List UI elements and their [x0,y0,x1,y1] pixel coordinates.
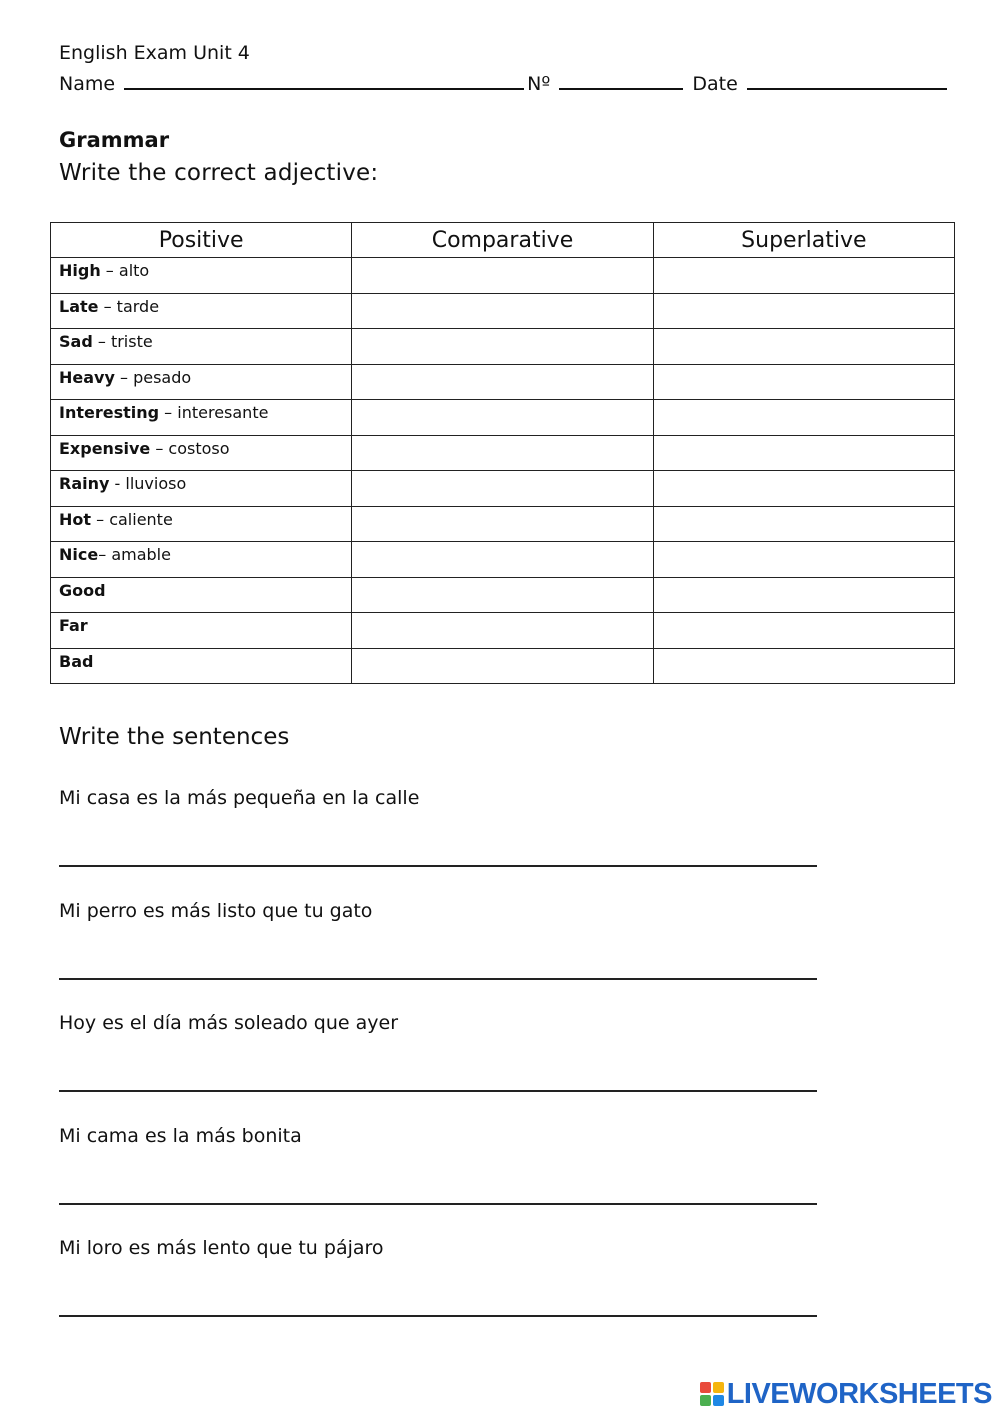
sentence-answer-line[interactable] [59,865,817,867]
sentence-prompt: Mi cama es la más bonita [59,1124,302,1147]
separator: – [91,509,110,529]
sentence-prompt: Mi casa es la más pequeña en la calle [59,787,420,809]
positive-cell [51,258,352,294]
separator: - [109,474,126,493]
comparative-answer-cell[interactable] [352,648,653,684]
comparative-answer-cell[interactable] [352,471,653,507]
adjective-word: Far [59,616,88,635]
comparative-answer-cell[interactable] [352,329,653,365]
date-field[interactable] [747,70,947,90]
adjective-table [50,222,955,684]
grammar-heading: Grammar [59,128,170,152]
spanish-translation: pesado [133,367,192,387]
table-row [51,329,955,365]
name-field[interactable] [124,70,524,90]
adjective-word: Good [59,580,106,600]
spanish-translation: amable [111,545,171,564]
comparative-answer-cell[interactable] [352,613,653,649]
separator: – [98,296,117,316]
positive-cell [51,435,352,471]
table-row [51,542,955,578]
positive-cell [51,293,352,329]
grammar-instruction: Write the correct adjective: [59,160,379,186]
positive-cell [51,542,352,578]
superlative-answer-cell[interactable] [653,542,954,578]
spanish-translation: interesante [177,403,269,422]
comparative-answer-cell[interactable] [352,293,653,329]
spanish-translation: triste [110,332,153,351]
exam-title: English Exam Unit 4 [59,42,250,64]
comparative-answer-cell[interactable] [352,435,653,471]
comparative-answer-cell[interactable] [352,258,653,294]
positive-cell [51,364,352,400]
table-row [51,435,955,471]
number-label: Nº [527,73,551,95]
table-header-row [51,223,955,258]
positive-cell [51,577,352,613]
column-header-superlative: Superlative [653,223,954,258]
positive-cell [51,471,352,507]
sentence-prompt: Mi perro es más listo que tu gato [59,899,373,922]
table-row [51,471,955,507]
superlative-answer-cell[interactable] [653,258,954,294]
adjective-word: Sad [59,332,93,351]
separator: – [92,332,111,351]
adjective-word: Rainy [59,474,110,493]
superlative-answer-cell[interactable] [653,613,954,649]
separator: – [159,403,178,422]
liveworksheets-logo [700,1375,992,1413]
sentence-answer-line[interactable] [59,1090,817,1092]
spanish-translation: alto [118,261,150,280]
spanish-translation: costoso [168,438,230,458]
positive-cell [51,613,352,649]
sentences-heading: Write the sentences [59,724,290,750]
table-row [51,293,955,329]
positive-cell [51,506,352,542]
liveworksheets-logo-icon [700,1382,724,1406]
sentence-answer-line[interactable] [59,1203,817,1205]
adjective-word: Interesting [59,403,160,422]
name-label: Name [59,73,116,95]
separator: – [100,261,119,280]
logo-text: LIVEWORKSHEETS [726,1377,992,1410]
table-row [51,648,955,684]
table-row [51,400,955,436]
superlative-answer-cell[interactable] [653,648,954,684]
column-header-positive: Positive [51,223,352,258]
adjective-table-body [51,258,955,684]
adjective-word: Late [59,296,99,316]
separator: – [114,367,134,387]
superlative-answer-cell[interactable] [653,364,954,400]
date-label: Date [692,73,738,95]
adjective-word: High [59,261,101,280]
number-field[interactable] [559,70,683,90]
logo-square [700,1382,711,1393]
table-row [51,258,955,294]
adjective-word: Nice [59,545,99,564]
table-row [51,613,955,649]
sentence-prompt: Mi loro es más lento que tu pájaro [59,1237,384,1259]
adjective-word: Expensive [59,438,151,458]
comparative-answer-cell[interactable] [352,506,653,542]
superlative-answer-cell[interactable] [653,506,954,542]
spanish-translation: tarde [116,296,160,316]
student-info-line [59,70,950,95]
spanish-translation: caliente [109,509,173,529]
adjective-word: Bad [59,651,94,671]
logo-square [713,1382,724,1393]
comparative-answer-cell[interactable] [352,364,653,400]
logo-square [713,1395,724,1406]
separator: – [98,545,112,564]
superlative-answer-cell[interactable] [653,435,954,471]
comparative-answer-cell[interactable] [352,577,653,613]
table-row [51,506,955,542]
superlative-answer-cell[interactable] [653,400,954,436]
superlative-answer-cell[interactable] [653,293,954,329]
comparative-answer-cell[interactable] [352,542,653,578]
superlative-answer-cell[interactable] [653,577,954,613]
sentence-answer-line[interactable] [59,1315,817,1317]
sentence-prompt: Hoy es el día más soleado que ayer [59,1012,399,1034]
logo-square [700,1395,711,1406]
separator: – [150,438,169,458]
comparative-answer-cell[interactable] [352,400,653,436]
column-header-comparative: Comparative [352,223,653,258]
positive-cell [51,329,352,365]
adjective-word: Hot [59,509,92,529]
superlative-answer-cell[interactable] [653,329,954,365]
positive-cell [51,400,352,436]
positive-cell [51,648,352,684]
table-row [51,577,955,613]
sentence-answer-line[interactable] [59,978,817,980]
superlative-answer-cell[interactable] [653,471,954,507]
table-row [51,364,955,400]
spanish-translation: lluvioso [125,474,187,493]
adjective-word: Heavy [59,367,115,387]
